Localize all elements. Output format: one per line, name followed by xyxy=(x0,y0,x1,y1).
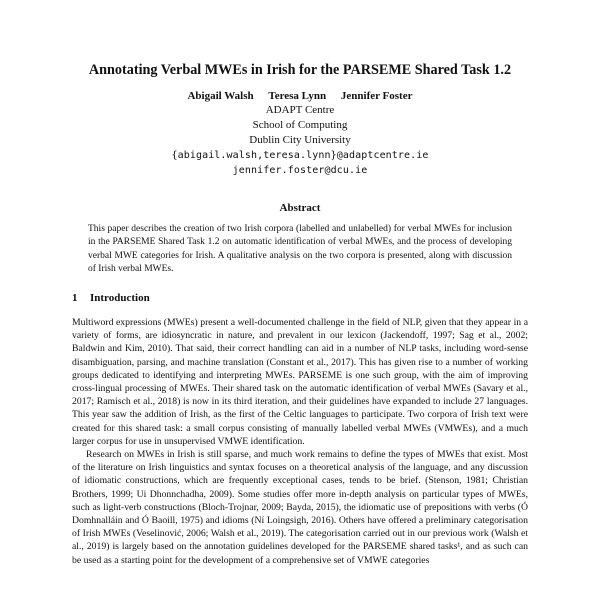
email-line: jennifer.foster@dcu.ie xyxy=(232,165,368,176)
author-name: Jennifer Foster xyxy=(340,90,413,102)
abstract-heading: Abstract xyxy=(279,202,321,214)
affiliation-line: ADAPT Centre xyxy=(265,104,335,116)
affiliation-line: School of Computing xyxy=(252,119,348,131)
author-name: Abigail Walsh xyxy=(187,90,254,102)
email-line: {abigail.walsh,teresa.lynn}@adaptcentre.ie xyxy=(171,150,429,161)
section-heading xyxy=(72,291,150,306)
paragraph: Research on MWEs in Irish is still sparse, and much work remains to define the types of MWEs that exist. Most of the literature on Irish linguistics and syntax focuses on a theoretical analysis of the language, and any discussion of idiomatic constructions, which are frequently exceptional cases, tends to be brief. (Stenson, 1981; Christian Brothers, 1999; Ui Dhonnchadha, 2009). Some studies offer more in-depth analysis on particular types of MWEs, such as light-verb constructions (Bloch-Trojnar, 2009; Bayda, 2015), the idiomatic use of prepositions with verbs (Ó Domhnalláin and Ó Baoill, 1975) and idioms (Ní Loingsigh, 2016). Others have offered a preliminary categorisation of Irish MWEs (Veselinović, 2006; Walsh et al., 2019). The categorisation carried out in our previous work (Walsh et al., 2019) is largely based on the annotation guidelines developed for the PARSEME shared tasks¹, and as such can be used as a starting point for the development of a comprehensive set of VMWE categories xyxy=(72,449,528,566)
author-list xyxy=(40,89,560,104)
section-body xyxy=(72,316,528,567)
paper-title: Annotating Verbal MWEs in Irish for the PARSEME Shared Task 1.2 xyxy=(88,62,512,78)
affiliation-line: Dublin City University xyxy=(249,134,351,146)
abstract-text: This paper describes the creation of two Irish corpora (labelled and unlabelled) for verbal MWEs for inclusion in the PARSEME Shared Task 1.2 on automatic identification of verbal MWEs, and the process of developing verbal MWE categories for Irish. A qualitative analysis on the two corpora is presented, along with discussion of Irish verbal MWEs. xyxy=(88,224,512,274)
author-name: Teresa Lynn xyxy=(268,90,327,102)
paragraph: Multiword expressions (MWEs) present a well-documented challenge in the field of NLP, given that they appear in a variety of forms, are idiosyncratic in nature, and prevalent in our lexicon (Jackendoff, 1997; Sag et al., 2002; Baldwin and Kim, 2010). That said, their correct handling can aid in a number of NLP tasks, including word-sense disambiguation, parsing, and machine translation (Constant et al., 2017). This has given rise to a number of working groups dedicated to identifying and interpreting MWEs. PARSEME is one such group, with the aim of improving cross-lingual processing of MWEs. Their shared task on the automatic identification of verbal MWEs (Savary et al., 2017; Ramisch et al., 2018) is now in its third iteration, and their guidelines have expanded to include 27 languages. This year saw the addition of Irish, as the first of the Celtic languages to participate. Two corpora of Irish text were created for this shared task: a small corpus consisting of manually labelled verbal MWEs (VMWEs), and a much larger corpus for use in unsupervised VMWE identification. xyxy=(72,317,528,447)
section-number: 1 xyxy=(72,292,78,304)
section-title: Introduction xyxy=(90,292,150,304)
